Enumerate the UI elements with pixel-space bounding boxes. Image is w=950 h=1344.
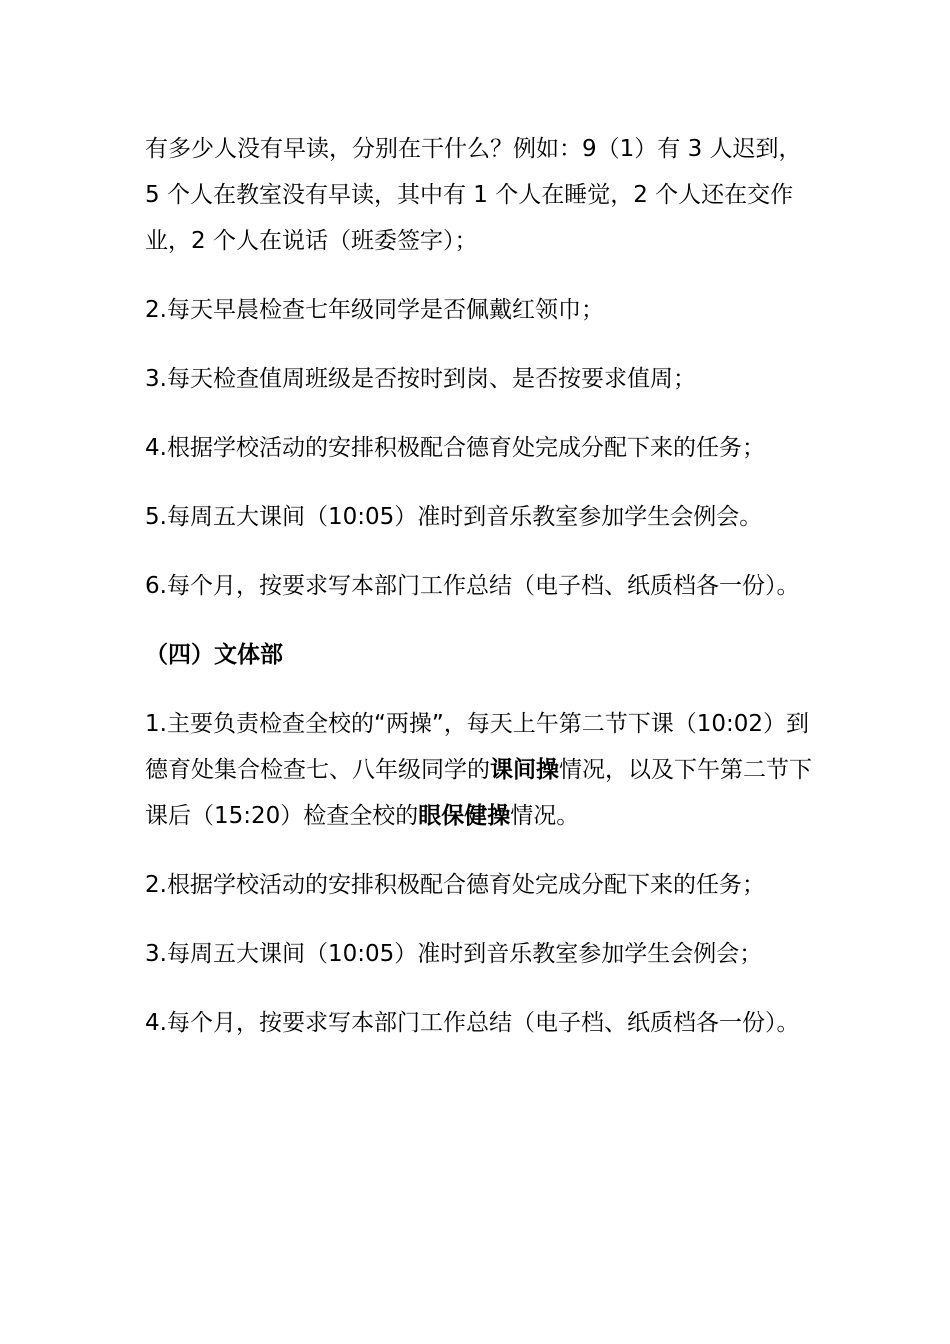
- list-item: 6.每个月，按要求写本部门工作总结（电子档、纸质档各一份）。: [145, 573, 800, 599]
- section-heading: （四）文体部: [145, 642, 283, 668]
- list-item: 2.每天早晨检查七年级同学是否佩戴红领巾；: [145, 297, 604, 323]
- document-body: [145, 126, 815, 1069]
- bold-term: 课间操: [490, 757, 559, 783]
- list-item: 3.每周五大课间（10:05）准时到音乐教室参加学生会例会；: [145, 941, 763, 967]
- item-text: 1.主要负责检查全校的“两操”，每天上午第二节下课（10:02）到德育处集合检查七、八年级同学的: [145, 711, 810, 783]
- list-item: 4.根据学校活动的安排积极配合德育处完成分配下来的任务；: [145, 435, 765, 461]
- list-item: 5.每周五大课间（10:05）准时到音乐教室参加学生会例会。: [145, 504, 763, 530]
- item-text: 情况。: [510, 803, 580, 829]
- item-text: 情况，以及下午第二节下课后（15:20）检查全校的: [145, 757, 812, 829]
- list-item: 2.根据学校活动的安排积极配合德育处完成分配下来的任务；: [145, 872, 765, 898]
- list-item: 3.每天检查值周班级是否按时到岗、是否按要求值周；: [145, 366, 696, 392]
- list-item: 4.每个月，按要求写本部门工作总结（电子档、纸质档各一份）。: [145, 1010, 800, 1036]
- bold-term: 眼保健操: [418, 803, 511, 829]
- intro-paragraph: 有多少人没有早读，分别在干什么？例如：9（1）有 3 人迟到，5 个人在教室没有早读，其中有 1 个人在睡觉，2 个人还在交作业，2 个人在说话（班委签字）；: [145, 136, 802, 254]
- list-item: [145, 701, 815, 839]
